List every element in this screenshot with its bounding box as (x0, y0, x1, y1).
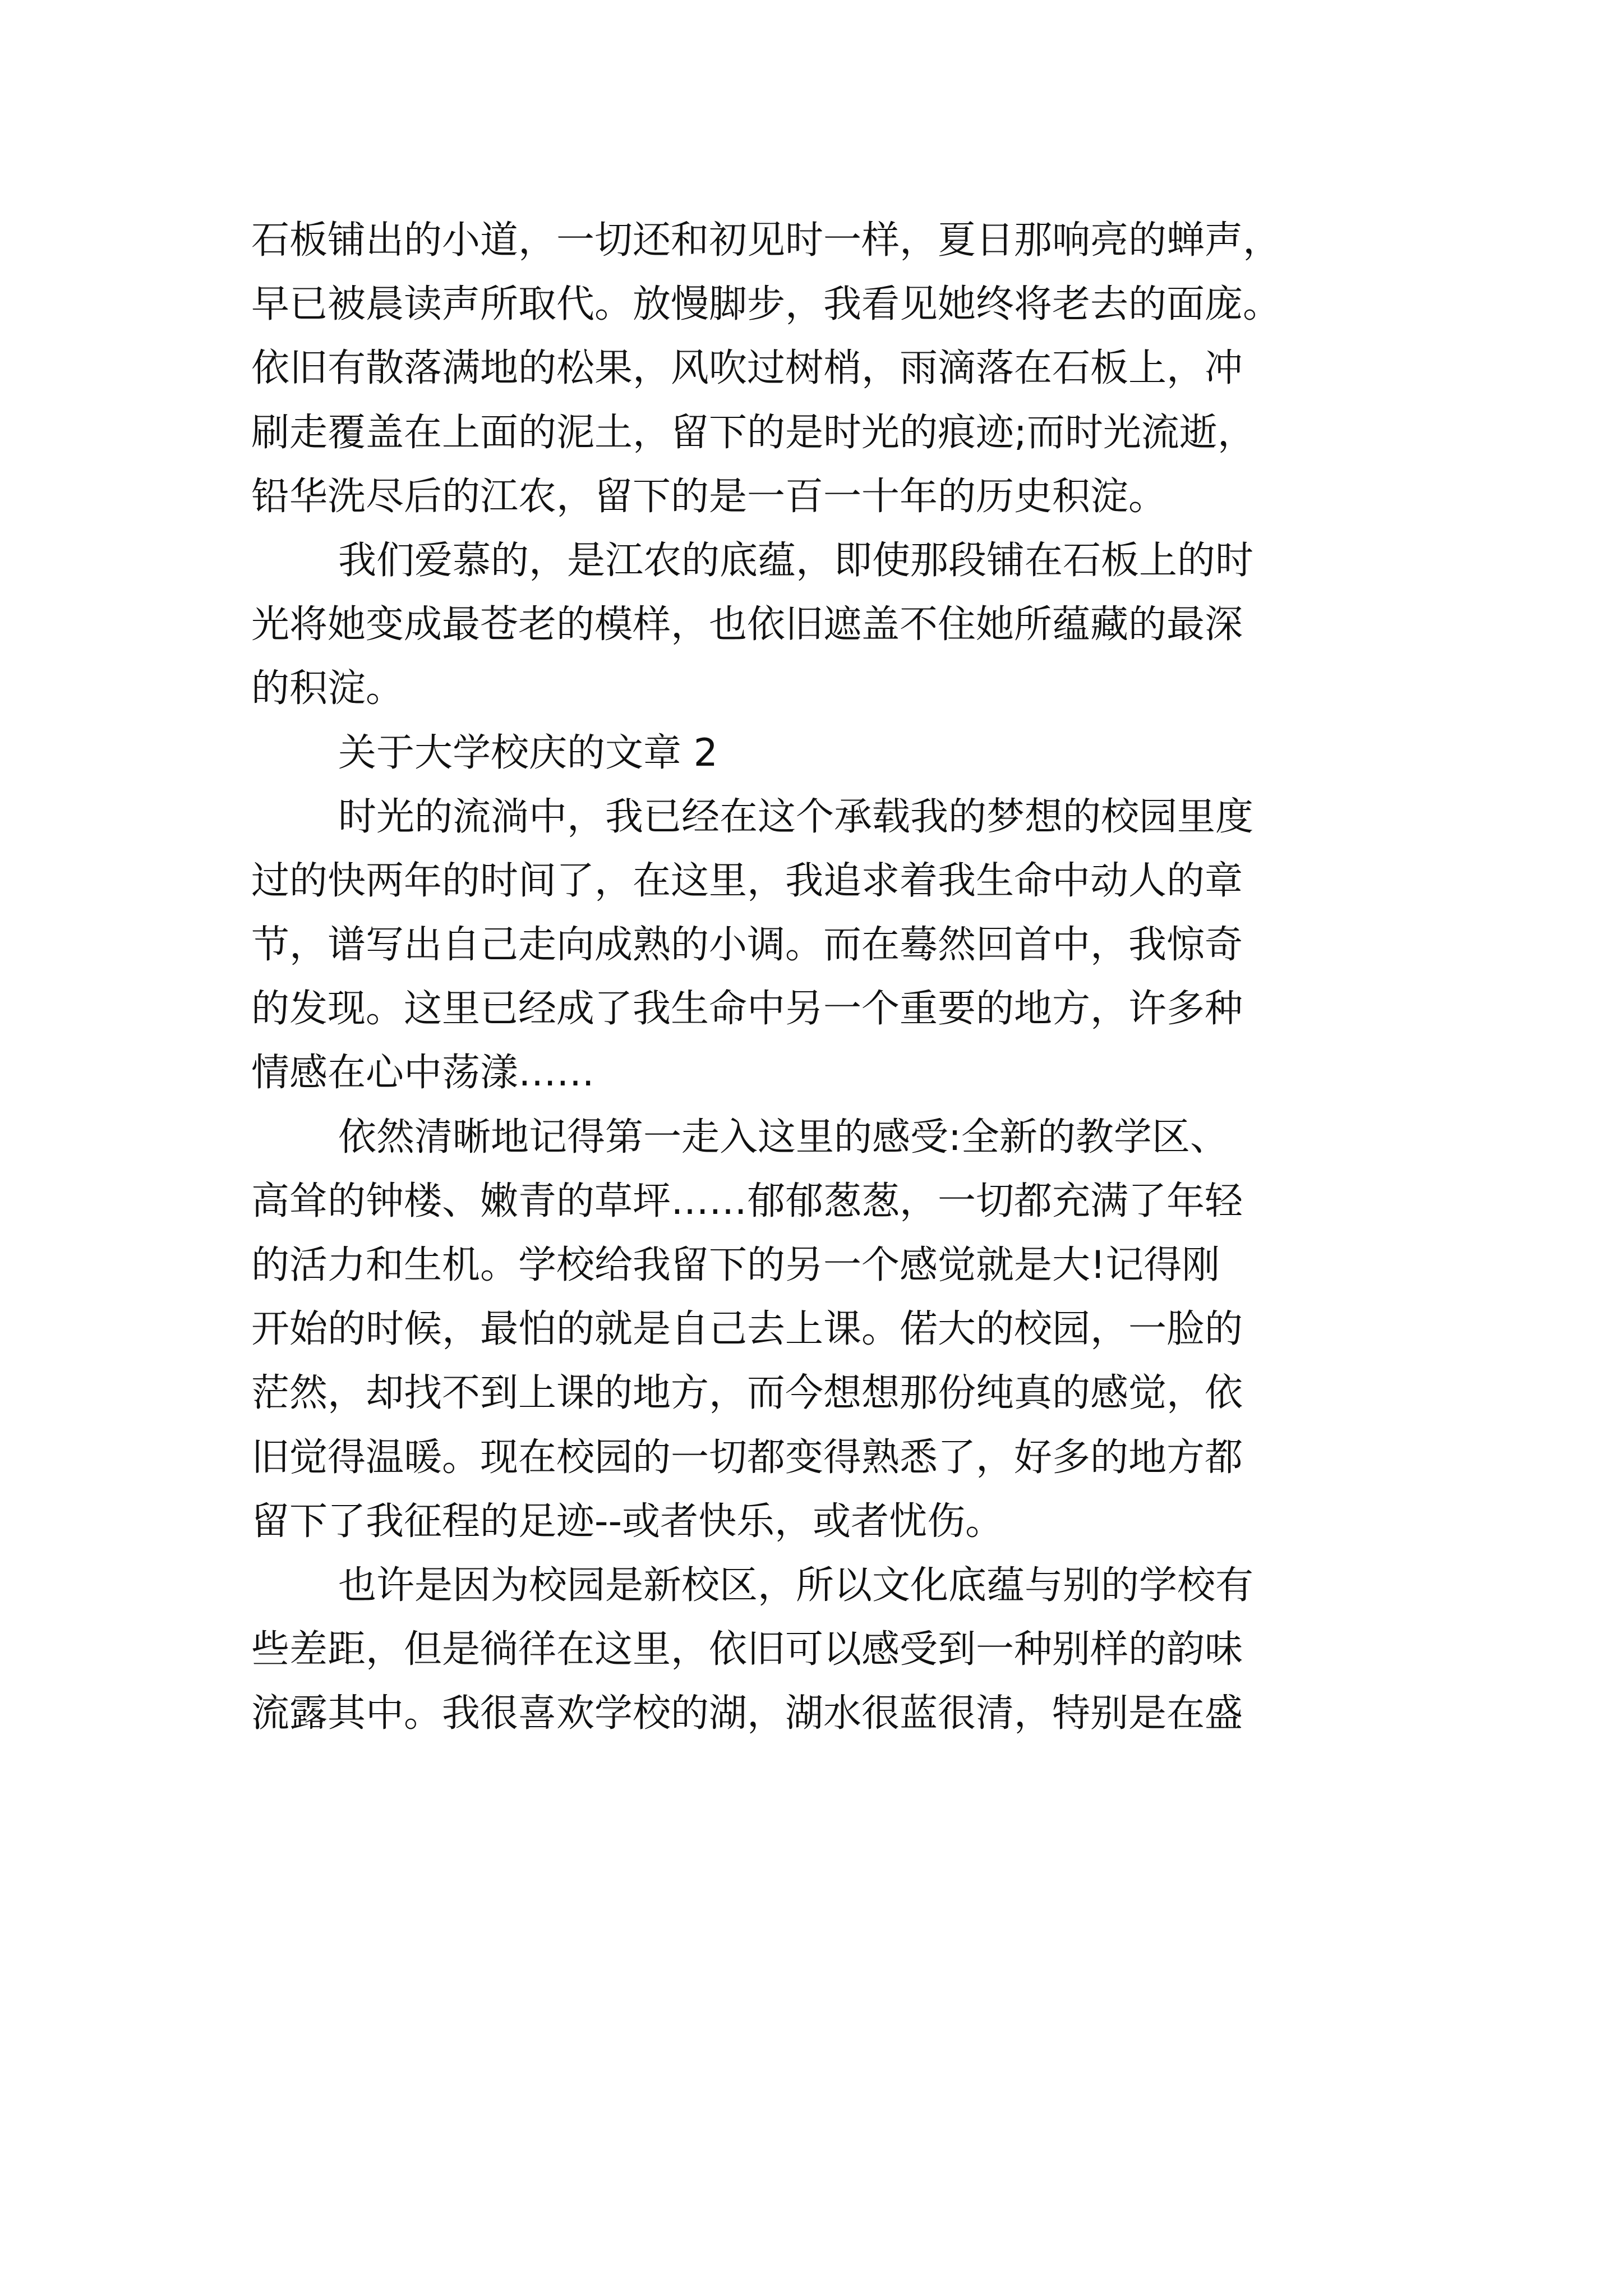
text-line: 些差距，但是徜徉在这里，依旧可以感受到一种别样的韵味 (251, 1627, 1243, 1672)
text-line: 依旧有散落满地的松果，风吹过树梢，雨滴落在石板上，冲 (251, 346, 1243, 391)
paragraph-first-line: 也许是因为校园是新校区，所以文化底蕴与别的学校有 (338, 1563, 1254, 1608)
paragraph-first-line: 我们爱慕的，是江农的底蕴，即使那段铺在石板上的时 (338, 538, 1254, 583)
text-line: 过的快两年的时间了，在这里，我追求着我生命中动人的章 (251, 858, 1243, 903)
text-line: 刷走覆盖在上面的泥土，留下的是时光的痕迹;而时光流逝， (251, 410, 1256, 455)
text-line: 的积淀。 (251, 666, 404, 711)
paragraph-first-line: 时光的流淌中，我已经在这个承载我的梦想的校园里度 (338, 794, 1254, 839)
text-line: 光将她变成最苍老的模样，也依旧遮盖不住她所蕴藏的最深 (251, 602, 1243, 647)
paragraph-first-line: 依然清晰地记得第一走入这里的感受:全新的教学区、 (338, 1115, 1228, 1159)
text-line: 早已被晨读声所取代。放慢脚步，我看见她终将老去的面庞。 (251, 282, 1281, 327)
text-line: 流露其中。我很喜欢学校的湖，湖水很蓝很清，特别是在盛 (251, 1691, 1243, 1736)
text-line: 留下了我征程的足迹--或者快乐，或者忧伤。 (251, 1499, 1004, 1544)
text-line: 的发现。这里已经成了我生命中另一个重要的地方，许多种 (251, 987, 1243, 1032)
text-line: 铅华洗尽后的江农，留下的是一百一十年的历史积淀。 (251, 474, 1167, 519)
text-line: 节，谱写出自己走向成熟的小调。而在蓦然回首中，我惊奇 (251, 923, 1243, 968)
article-body (251, 209, 1390, 1746)
text-line: 石板铺出的小道，一切还和初见时一样，夏日那响亮的蝉声， (251, 218, 1281, 263)
text-line: 茫然，却找不到上课的地方，而今想想那份纯真的感觉，依 (251, 1371, 1243, 1416)
text-line: 开始的时候，最怕的就是自己去上课。偌大的校园，一脸的 (251, 1307, 1243, 1352)
text-line: 高耸的钟楼、嫩青的草坪……郁郁葱葱，一切都充满了年轻 (251, 1179, 1243, 1223)
text-line: 旧觉得温暖。现在校园的一切都变得熟悉了，好多的地方都 (251, 1435, 1243, 1480)
article-title: 关于大学校庆的文章 2 (338, 730, 718, 775)
text-line: 情感在心中荡漾…… (251, 1051, 595, 1096)
text-line: 的活力和生机。学校给我留下的另一个感觉就是大!记得刚 (251, 1243, 1220, 1287)
